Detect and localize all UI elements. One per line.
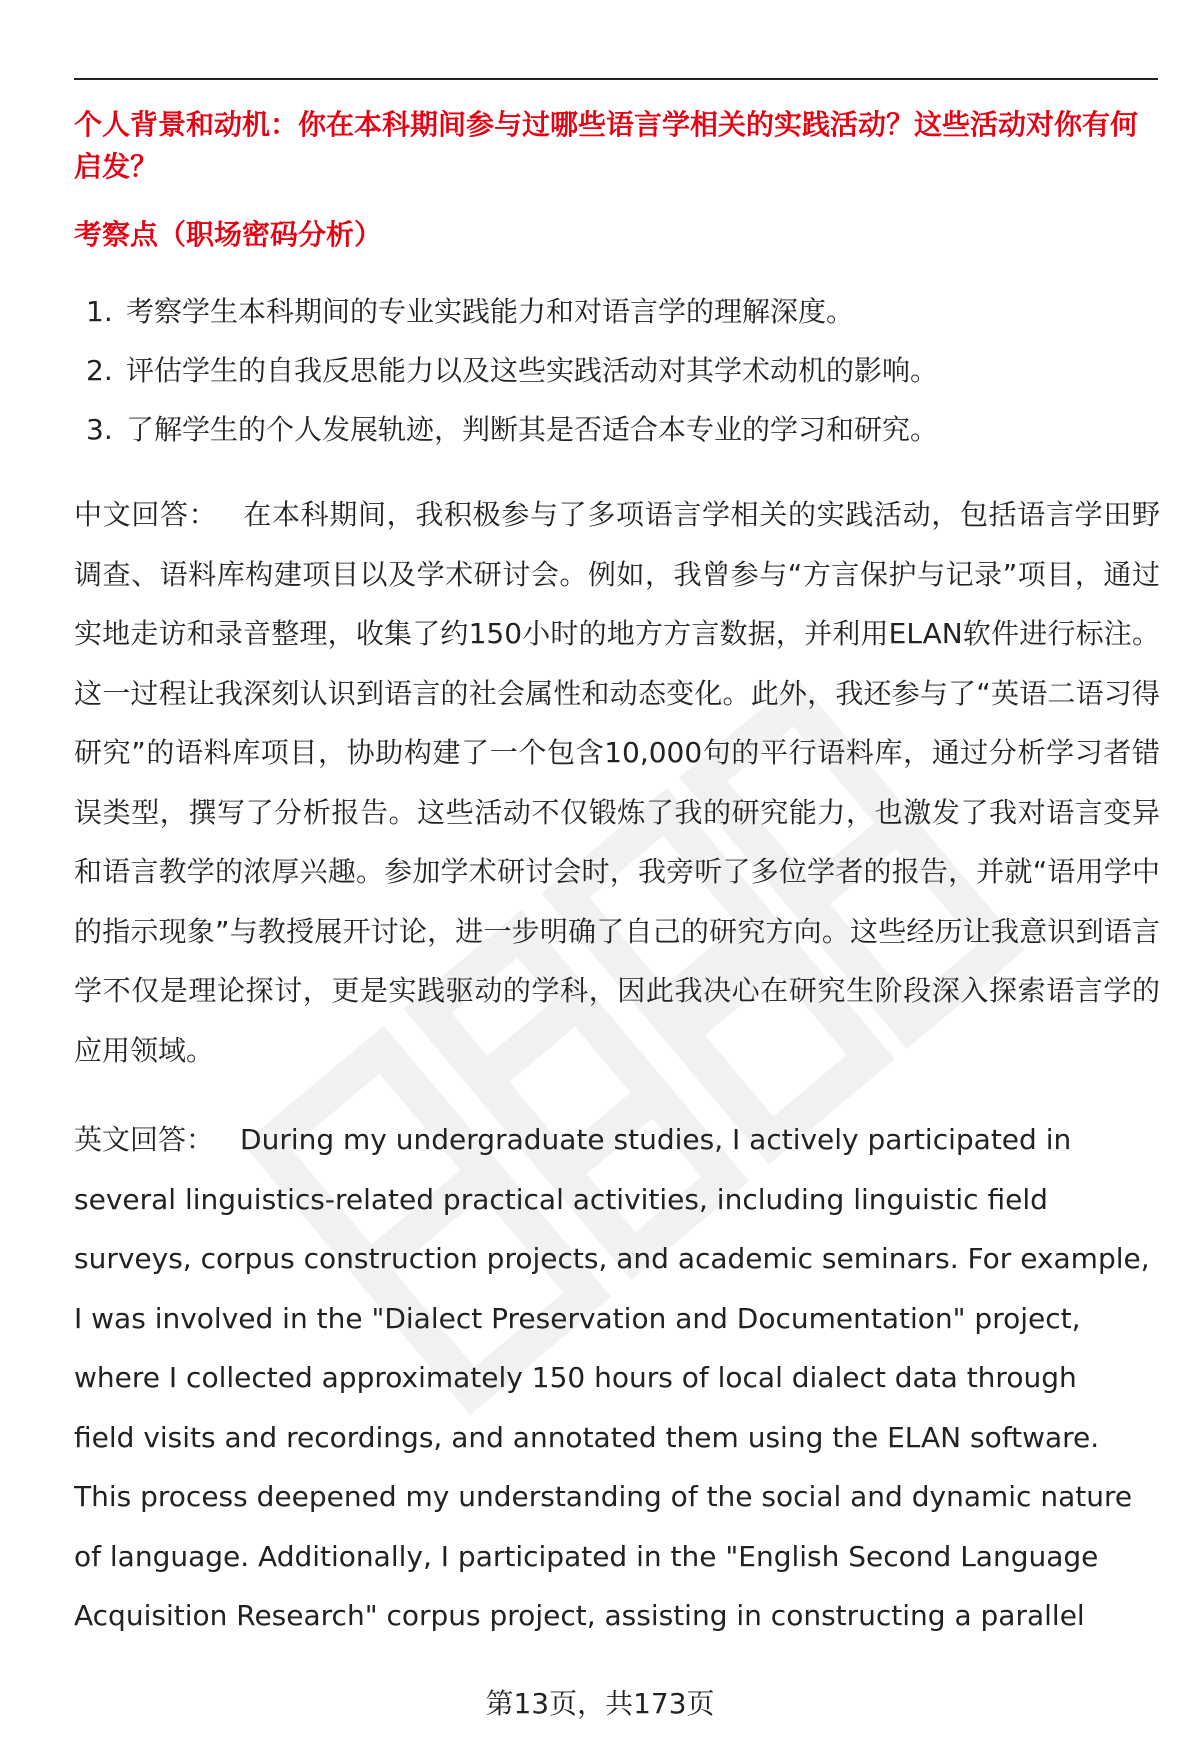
english-answer-line (74, 1110, 1160, 1170)
page-number: 第13页，共173页 (485, 1687, 715, 1720)
examination-points (74, 282, 1160, 459)
english-answer-line: several linguistics-related practical activities, including linguistic field (74, 1182, 1048, 1216)
english-answer-line: Acquisition Research" corpus project, assisting in constructing a parallel (74, 1599, 1085, 1632)
english-answer-text: During my undergraduate studies, I actively participated in (240, 1123, 1072, 1156)
english-answer-label: 英文回答： (74, 1123, 215, 1156)
english-answer-line: surveys, corpus construction projects, and academic seminars. For example, (74, 1242, 1150, 1275)
list-item-number: 2. (86, 354, 113, 387)
list-item (74, 400, 1160, 459)
english-answer-line: field visits and recordings, and annotated them using the ELAN software. (74, 1420, 1100, 1454)
english-answer-line: of language. Additionally, I participated in the "English Second Language (74, 1539, 1099, 1573)
top-rule (74, 78, 1158, 80)
list-item (74, 282, 1160, 341)
english-answer (74, 1110, 1160, 1646)
english-answer-line: This process deepened my understanding of the social and dynamic nature (74, 1480, 1133, 1513)
english-answer-line: I was involved in the "Dialect Preservation and Documentation" project, (74, 1301, 1081, 1335)
chinese-answer-label: 中文回答： (74, 498, 218, 531)
list-item-text: 评估学生的自我反思能力以及这些实践活动对其学术动机的影响。 (126, 354, 939, 387)
examination-heading: 考察点（职场密码分析） (74, 218, 383, 251)
question-title: 个人背景和动机：你在本科期间参与过哪些语言学相关的实践活动？这些活动对你有何启发？ (74, 108, 1139, 183)
list-item-number: 1. (86, 295, 113, 328)
list-item-text: 考察学生本科期间的专业实践能力和对语言学的理解深度。 (126, 295, 855, 328)
chinese-answer-text: 在本科期间，我积极参与了多项语言学相关的实践活动，包括语言学田野调查、语料库构建项目以及学术研讨会。例如，我曾参与“方言保护与记录”项目，通过实地走访和录音整理，收集了约150小时的地方方言数据，并利用ELAN软件进行标注。这一过程让我深刻认识到语言的社会属性和动态变化。此外，我还参与了“英语二语习得研究”的语料库项目，协助构建了一个包含10,000句的平行语料库，通过分析学习者错误类型，撰写了分析报告。这些活动不仅锻炼了我的研究能力，也激发了我对语言变异和语言教学的浓厚兴趣。参加学术研讨会时，我旁听了多位学者的报告，并就“语用学中的指示现象”与教授展开讨论，进一步明确了自己的研究方向。这些经历让我意识到语言学不仅是理论探讨，更是实践驱动的学科，因此我决心在研究生阶段深入探索语言学的应用领域。 (74, 498, 1160, 1067)
chinese-answer (74, 485, 1160, 1080)
list-item-text: 了解学生的个人发展轨迹，判断其是否适合本专业的学习和研究。 (126, 413, 939, 446)
document-body (74, 104, 1160, 1646)
list-item-number: 3. (86, 413, 113, 446)
list-item (74, 341, 1160, 400)
english-answer-line: where I collected approximately 150 hours of local dialect data through (74, 1361, 1077, 1394)
